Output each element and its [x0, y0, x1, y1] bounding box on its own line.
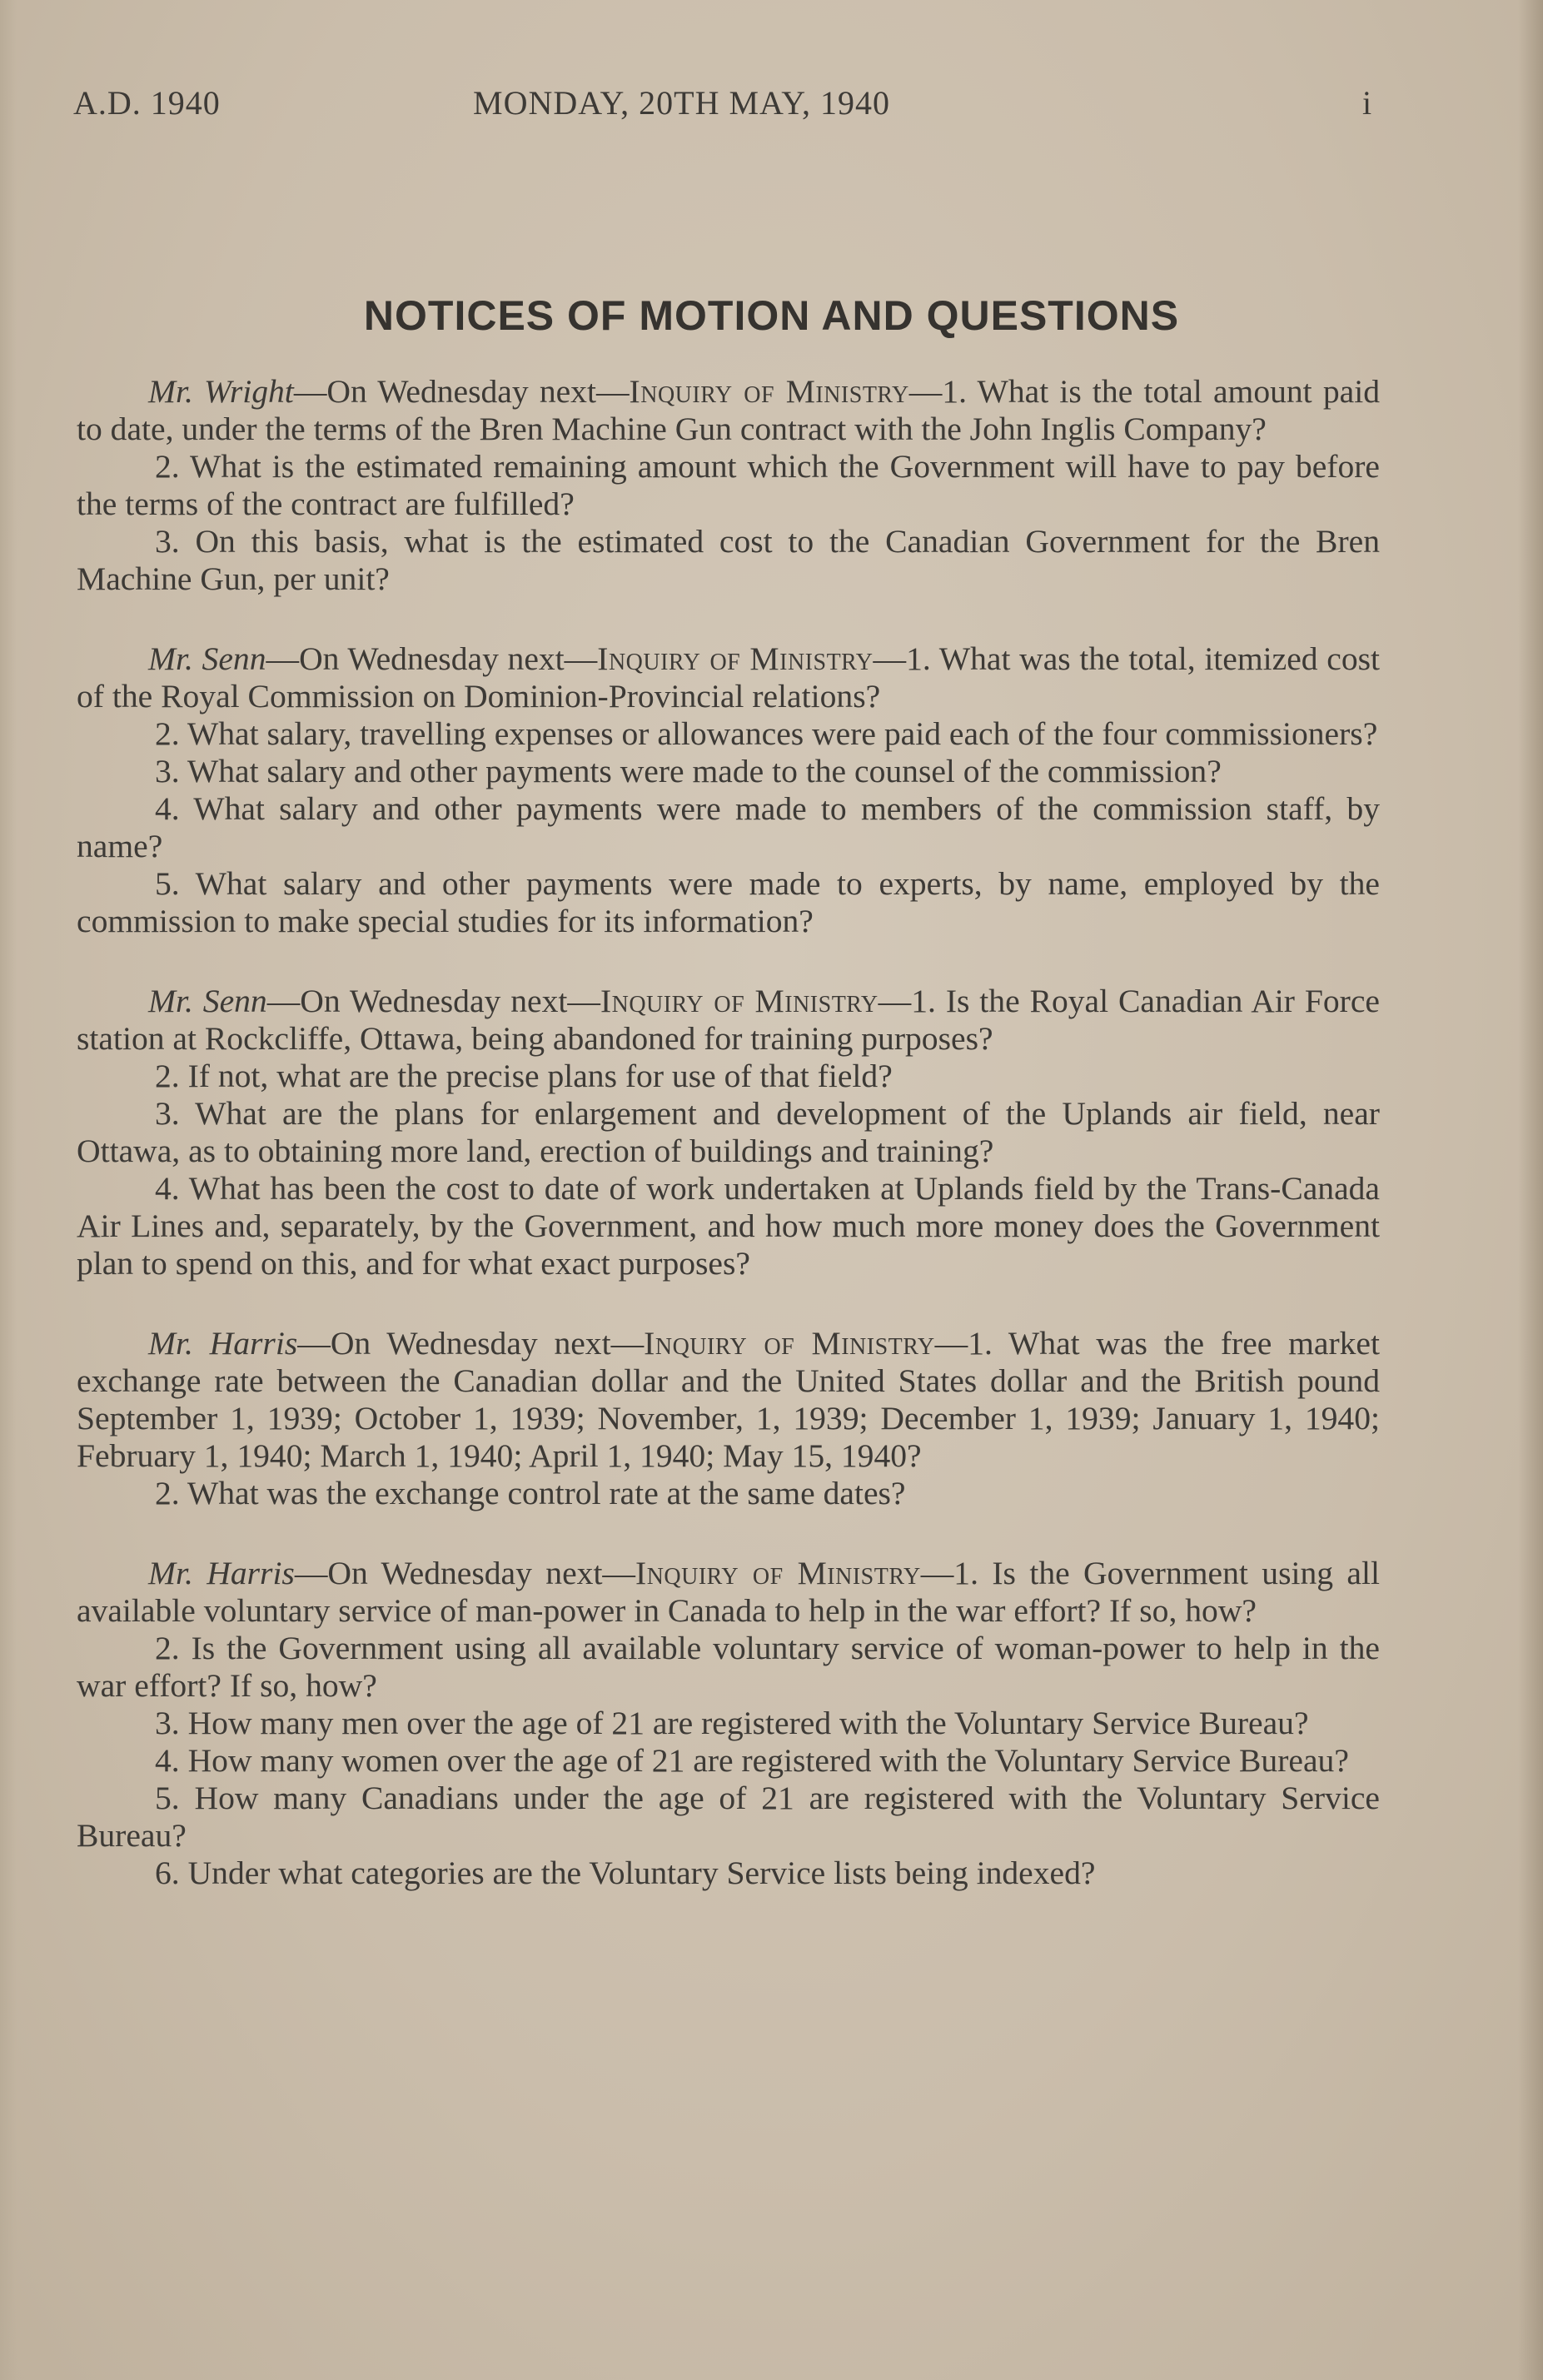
motion-item [77, 1555, 1380, 1892]
motion-item [77, 983, 1380, 1282]
motion-paragraph: 3. How many men over the age of 21 are registered with the Voluntary Service Bureau? [155, 1705, 1309, 1741]
motion-timing: —On Wednesday next— [266, 640, 598, 677]
motion-timing: —On Wednesday next— [294, 1555, 636, 1591]
header-date: MONDAY, 20TH MAY, 1940 [473, 84, 891, 122]
motion-item [77, 1325, 1380, 1512]
question-text: —1. Is the Government using all available voluntary service of man-power in Canada to help in the war effort? If so, how? [77, 1555, 1380, 1629]
member-name: Mr. Harris [148, 1325, 298, 1362]
motion-paragraph: 2. What salary, travelling expenses or allowances were paid each of the four commissioners? [155, 715, 1378, 752]
motion-paragraph: 3. On this basis, what is the estimated cost to the Canadian Government for the Bren Machine Gun, per unit? [77, 523, 1380, 597]
member-name: Mr. Senn [148, 983, 267, 1019]
motion-paragraph: 4. What has been the cost to date of work undertaken at Uplands field by the Trans-Canada Air Lines and, separately, by the Government, and how much more money does the Government plan to spend on this, and for what exact purposes? [77, 1170, 1380, 1282]
motion-paragraph [77, 983, 1380, 1058]
motion-paragraph: 2. What is the estimated remaining amount which the Government will have to pay before the terms of the contract are fulfilled? [77, 448, 1380, 522]
motion-paragraph: 4. What salary and other payments were made to members of the commission staff, by name? [77, 790, 1380, 864]
motion-paragraph: 2. Is the Government using all available voluntary service of woman-power to help in the war effort? If so, how? [77, 1630, 1380, 1704]
question-text: —1. What was the free market exchange rate between the Canadian dollar and the United States dollar and the British pound September 1, 1939; October 1, 1939; November, 1, 1939; December 1, 1939; January 1, 1940; February 1, 1940; March 1, 1940; April 1, 1940; May 15, 1940? [77, 1325, 1380, 1474]
motion-paragraph: 6. Under what categories are the Voluntary Service lists being indexed? [155, 1855, 1096, 1891]
member-name: Mr. Wright [148, 373, 294, 410]
motion-timing: —On Wednesday next— [297, 1325, 645, 1362]
motion-paragraph [77, 640, 1380, 715]
motion-item [77, 640, 1380, 940]
member-name: Mr. Harris [148, 1555, 295, 1591]
header-page-number: i [1362, 84, 1373, 122]
page-title: NOTICES OF MOTION AND QUESTIONS [363, 292, 1180, 339]
header-year: A.D. 1940 [73, 84, 221, 122]
motion-paragraph [77, 1555, 1380, 1630]
motion-type: Inquiry of Ministry [597, 640, 874, 677]
motion-type: Inquiry of Ministry [600, 983, 879, 1019]
motion-paragraph: 3. What salary and other payments were made to the counsel of the commission? [155, 753, 1222, 789]
motions-list [77, 373, 1380, 1934]
motion-paragraph [77, 373, 1380, 448]
motion-paragraph: 5. What salary and other payments were made to experts, by name, employed by the commission to make special studies for its information? [77, 865, 1380, 939]
motion-paragraph: 2. What was the exchange control rate at the same dates? [155, 1475, 906, 1511]
motion-paragraph: 5. How many Canadians under the age of 21 are registered with the Voluntary Service Bureau? [77, 1780, 1380, 1854]
page-edge-left [0, 0, 17, 2380]
motion-type: Inquiry of Ministry [644, 1325, 935, 1362]
motion-type: Inquiry of Ministry [629, 373, 909, 410]
motion-item [77, 373, 1380, 598]
question-text: —1. What is the total amount paid to date, under the terms of the Bren Machine Gun contract with the John Inglis Company? [77, 373, 1380, 447]
page-header [0, 83, 1543, 133]
motion-paragraph [77, 1325, 1380, 1475]
question-text: —1. Is the Royal Canadian Air Force station at Rockcliffe, Ottawa, being abandoned for training purposes? [77, 983, 1380, 1057]
member-name: Mr. Senn [148, 640, 266, 677]
motion-paragraph: 2. If not, what are the precise plans for use of that field? [155, 1058, 893, 1094]
motion-timing: —On Wednesday next— [266, 983, 600, 1019]
motion-type: Inquiry of Ministry [635, 1555, 921, 1591]
question-text: —1. What was the total, itemized cost of the Royal Commission on Dominion-Provincial relations? [77, 640, 1381, 714]
page-edge-right [1518, 0, 1543, 2380]
motion-paragraph: 3. What are the plans for enlargement and development of the Uplands air field, near Ottawa, as to obtaining more land, erection of buildings and training? [77, 1095, 1380, 1169]
motion-paragraph: 4. How many women over the age of 21 are registered with the Voluntary Service Bureau? [155, 1742, 1349, 1779]
motion-timing: —On Wednesday next— [293, 373, 630, 410]
